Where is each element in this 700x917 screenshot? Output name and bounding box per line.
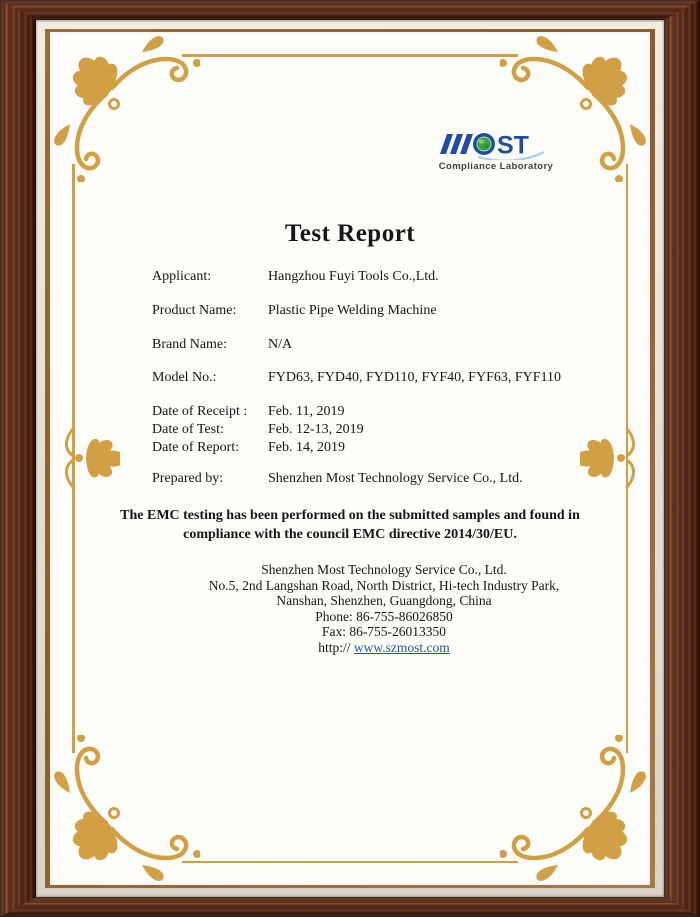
frame-wood-left — [0, 0, 36, 917]
website-prefix: http:// — [318, 639, 354, 655]
field-label: Date of Test: — [152, 422, 224, 437]
field-value: FYD63, FYD40, FYD110, FYF40, FYF63, FYF110 — [268, 370, 562, 385]
field-label: Date of Report: — [152, 440, 240, 455]
field-row-model-no — [152, 369, 634, 386]
field-value: N/A — [268, 337, 293, 352]
lab-address-line1: No.5, 2nd Langshan Road, North District, Hi-tech Industry Park, — [208, 577, 560, 593]
field-row-date-of-report — [152, 439, 634, 456]
logo-m-icon — [440, 134, 473, 154]
field-label: Date of Receipt : — [152, 404, 248, 419]
field-row-date-of-receipt — [152, 403, 634, 420]
lab-company-name: Shenzhen Most Technology Service Co., Ltd. — [261, 562, 507, 577]
frame-wood-top — [0, 0, 700, 20]
field-value: Hangzhou Fuyi Tools Co.,Ltd. — [268, 269, 439, 284]
field-value: Feb. 14, 2019 — [268, 440, 345, 455]
lab-address-line2: Nanshan, Shenzhen, Guangdong, China — [276, 593, 492, 608]
field-label: Model No.: — [152, 370, 217, 385]
field-value: Plastic Pipe Welding Machine — [268, 303, 437, 318]
lab-fax: Fax: 86-755-26013350 — [321, 624, 447, 639]
field-label: Prepared by: — [152, 471, 224, 486]
compliance-statement — [88, 507, 612, 544]
corner-flourish-icon — [50, 735, 200, 885]
website-link[interactable]: www.szmost.com — [353, 639, 450, 655]
field-row-prepared-by — [152, 470, 634, 487]
compliance-statement-line1: The EMC testing has been performed on the submitted samples and found in — [120, 508, 580, 523]
field-value: Shenzhen Most Technology Service Co., Ltd. — [268, 471, 523, 486]
lab-phone: Phone: 86-755-86026850 — [315, 608, 453, 624]
gold-border-top — [182, 54, 518, 57]
field-row-applicant — [152, 268, 634, 285]
most-logo — [438, 132, 554, 172]
gold-border-bottom — [182, 861, 518, 864]
lab-website-line — [84, 640, 684, 656]
globe-icon — [473, 133, 495, 155]
corner-flourish-icon — [50, 32, 200, 182]
logo-subtitle: Compliance Laboratory — [438, 161, 554, 172]
field-value: Feb. 12-13, 2019 — [268, 422, 364, 437]
field-row-date-of-test — [152, 421, 634, 438]
corner-flourish-icon — [500, 735, 650, 885]
logo-brand-st: ST — [497, 132, 529, 160]
frame-wood-right — [664, 0, 700, 917]
field-label: Brand Name: — [152, 337, 228, 352]
field-row-product-name — [152, 302, 634, 319]
certificate-paper — [50, 32, 650, 885]
compliance-statement-line2: compliance with the council EMC directive 2014/30/EU. — [183, 526, 517, 542]
field-label: Applicant: — [152, 269, 212, 284]
side-ornament-icon — [50, 403, 120, 513]
lab-contact-block — [84, 562, 684, 655]
most-logo-mark — [438, 132, 554, 160]
report-title: Test Report — [284, 220, 416, 247]
frame-wood-bottom — [0, 897, 700, 917]
field-label: Product Name: — [152, 303, 237, 318]
field-row-brand-name — [152, 336, 634, 353]
field-value: Feb. 11, 2019 — [268, 404, 345, 419]
